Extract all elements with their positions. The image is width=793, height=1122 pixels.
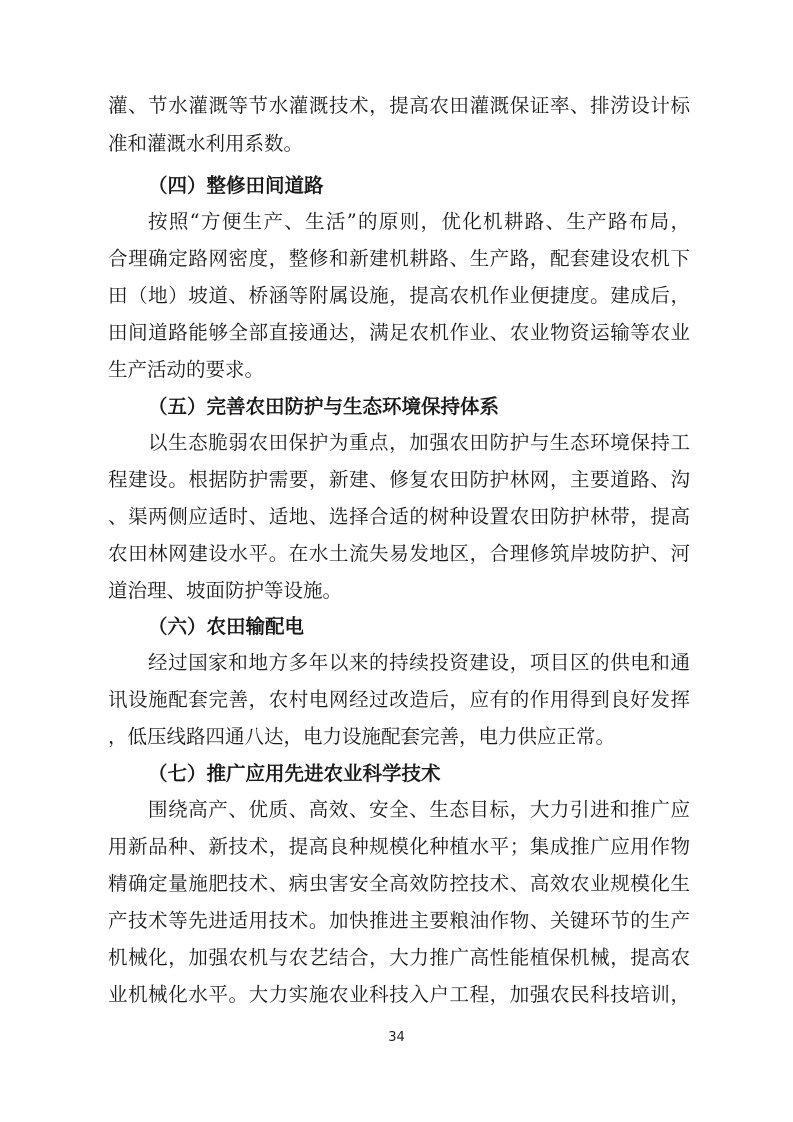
- body-text-line: 田间道路能够全部直接通达，满足农机作业、农业物资运输等农业: [108, 321, 690, 344]
- section-heading-6: （六）农田输配电: [148, 615, 305, 638]
- section-heading-7: （七）推广应用先进农业科学技术: [148, 762, 441, 785]
- body-text-line: 程建设。根据防护需要，新建、修复农田防护林网，主要道路、沟: [108, 468, 690, 491]
- body-text-line: 精确定量施肥技术、病虫害安全高效防控技术、高效农业规模化生: [108, 872, 690, 895]
- body-text-line: 以生态脆弱农田保护为重点，加强农田防护与生态环境保持工: [148, 431, 690, 454]
- body-text-line: 、渠两侧应适时、适地、选择合适的树种设置农田防护林带，提高: [108, 505, 690, 528]
- body-text-line: 道治理、坡面防护等设施。: [108, 579, 343, 602]
- page-number: 34: [388, 1030, 405, 1045]
- section-heading-5: （五）完善农田防护与生态环境保持体系: [148, 395, 500, 418]
- section-heading-4: （四）整修田间道路: [148, 174, 324, 197]
- body-text-line: 围绕高产、优质、高效、安全、生态目标，大力引进和推广应: [148, 798, 690, 821]
- body-text-line: 讯设施配套完善，农村电网经过改造后，应有的作用得到良好发挥: [108, 688, 690, 711]
- body-text-line: 产技术等先进适用技术。加快推进主要粮油作物、关键环节的生产: [108, 909, 690, 932]
- body-text-line: 用新品种、新技术，提高良种规模化种植水平；集成推广应用作物: [108, 835, 690, 858]
- body-text-line: 合理确定路网密度，整修和新建机耕路、生产路，配套建设农机下: [108, 247, 690, 270]
- body-text-line: 田（地）坡道、桥涵等附属设施，提高农机作业便捷度。建成后，: [108, 284, 690, 307]
- body-text-line: 业机械化水平。大力实施农业科技入户工程，加强农民科技培训，: [108, 983, 690, 1006]
- body-text-line: ，低压线路四通八达，电力设施配套完善，电力供应正常。: [108, 725, 616, 748]
- body-text-line: 准和灌溉水利用系数。: [108, 132, 304, 155]
- body-text-line: 灌、节水灌溉等节水灌溉技术，提高农田灌溉保证率、排涝设计标: [108, 94, 690, 117]
- body-text-line: 机械化，加强农机与农艺结合，大力推广高性能植保机械，提高农: [108, 946, 690, 969]
- body-text-line: 农田林网建设水平。在水土流失易发地区，合理修筑岸坡防护、河: [108, 542, 690, 565]
- body-text-line: 生产活动的要求。: [108, 358, 265, 381]
- body-text-line: 按照“方便生产、生活”的原则，优化机耕路、生产路布局，: [148, 210, 690, 233]
- body-text-line: 经过国家和地方多年以来的持续投资建设，项目区的供电和通: [148, 651, 690, 674]
